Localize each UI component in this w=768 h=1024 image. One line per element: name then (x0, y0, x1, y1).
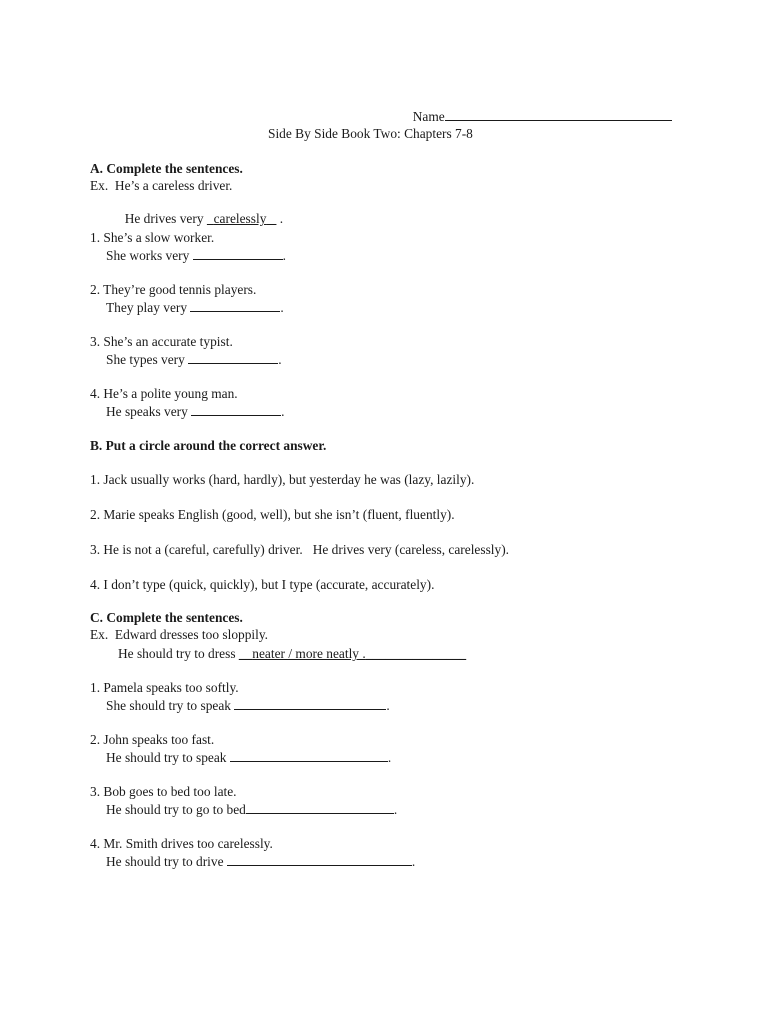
section-c-item-4-answer: He should try to drive . (106, 854, 416, 869)
section-c-heading: C. Complete the sentences. (90, 610, 243, 625)
section-a-heading: A. Complete the sentences. (90, 161, 243, 176)
section-c-example-answer (118, 646, 466, 662)
section-c-item-2-prompt: 2. John speaks too fast. (90, 732, 215, 747)
name-blank[interactable] (445, 108, 672, 121)
worksheet-title: Side By Side Book Two: Chapters 7-8 (268, 126, 473, 141)
name-label: Name (412, 109, 445, 124)
section-a-item-3-prompt: 3. She’s an accurate typist. (90, 334, 233, 349)
answer-blank[interactable] (234, 697, 386, 710)
section-c-item-1-answer: She should try to speak . (106, 698, 390, 713)
name-field (406, 92, 672, 125)
section-c-item-4-prompt: 4. Mr. Smith drives too carelessly. (90, 836, 273, 851)
example-answer: __neater / more neatly ._______________ (238, 646, 467, 661)
answer-blank[interactable] (246, 801, 394, 814)
example-answer-suffix: . (279, 211, 284, 226)
answer-blank[interactable] (191, 403, 281, 416)
section-c-example-prompt: Ex. Edward dresses too sloppily. (90, 627, 269, 642)
section-a-item-3-answer: She types very . (106, 352, 282, 367)
answer-blank[interactable] (188, 351, 278, 364)
section-a-item-1-answer: She works very . (106, 248, 287, 263)
answer-blank[interactable] (190, 299, 280, 312)
section-b-item-3[interactable]: 3. He is not a (careful, carefully) driver. He drives very (careless, carelessly). (90, 542, 510, 557)
section-a-item-4-prompt: 4. He’s a polite young man. (90, 386, 238, 401)
section-a-item-4-answer: He speaks very . (106, 404, 285, 419)
answer-blank[interactable] (230, 749, 388, 762)
section-c-item-3-answer: He should try to go to bed . (106, 802, 398, 817)
section-b-item-1[interactable]: 1. Jack usually works (hard, hardly), but yesterday he was (lazy, lazily). (90, 472, 475, 487)
section-c-item-3-prompt: 3. Bob goes to bed too late. (90, 784, 237, 799)
answer-blank[interactable] (227, 853, 412, 866)
section-a-item-2-prompt: 2. They’re good tennis players. (90, 282, 257, 297)
section-a-example-answer (118, 195, 283, 227)
section-b-item-2[interactable]: 2. Marie speaks English (good, well), but she isn’t (fluent, fluently). (90, 507, 455, 522)
section-c-item-2-answer: He should try to speak . (106, 750, 392, 765)
example-answer-prefix: He should try to dress (118, 646, 236, 661)
section-b-heading: B. Put a circle around the correct answer. (90, 438, 327, 453)
section-a-item-1-prompt: 1. She’s a slow worker. (90, 230, 215, 245)
section-a-example-prompt: Ex. He’s a careless driver. (90, 178, 233, 193)
example-answer-prefix: He drives very (124, 211, 204, 226)
section-b-item-4[interactable]: 4. I don’t type (quick, quickly), but I type (accurate, accurately). (90, 577, 435, 592)
answer-blank[interactable] (193, 247, 283, 260)
section-a-item-2-answer: They play very . (106, 300, 284, 315)
example-answer: carelessly (213, 211, 267, 226)
section-c-item-1-prompt: 1. Pamela speaks too softly. (90, 680, 239, 695)
